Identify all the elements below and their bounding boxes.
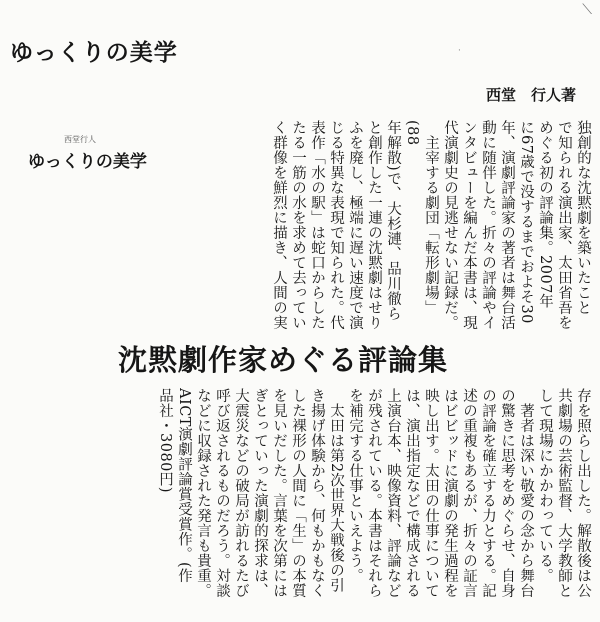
cover-title: ゆっくりの美学 xyxy=(28,152,147,172)
headline: 沈黙劇作家めぐる評論集 xyxy=(118,343,449,377)
dot-mark: · xyxy=(458,46,461,56)
book-cover-image xyxy=(28,134,158,194)
cover-author-text: 西堂行人 xyxy=(64,135,96,144)
body-text-lower: 存を照らし出した。解散後は公 共劇場の芸術監督、大学教師と して現場にかかわっている。 著者は深い敬愛の念から舞台 の驚きに思考をめぐらせ、自身 の評論を確立する力とする。記 述の重複もあるが、折々の証言 はビビッドに演劇の発生過程を 映し出す。太田の仕事について は、演出指定などで構成される 上演台本、映像資料、評論など が残されている。本書はそれら を補完する仕事といえよう。 太田は第2次世界大戦後の引 き揚げ体験から、何もかもなく した裸形の人間に「生」の本質 を見いだした。言葉を次第には ぎとっていった演劇的探求は、 大震災などの破局が訪れるたび 呼び返されるものだろう。対談 などに収録された発言も貴重。 AICT演劇評論賞受賞作。(作 品社・3080円) xyxy=(157,388,591,598)
book-title: ゆっくりの美学 xyxy=(10,40,178,66)
body-text-upper: 独創的な沈黙劇を築いたこと で知られる演出家、太田省吾を めぐる初の評論集。2007年 に67歳で没するまでおよそ30 年、演劇評論家の著者は舞台活 動に随伴した。折々の評論やイ ンタビューを編んだ本書は、現 代演劇史の見逃せない記録だ。 主宰する劇団「転形劇場」(88 年解散)で、大杉漣、品川徹ら と創作した一連の沈黙劇はせり ふを廃し、極端に遅い速度で演 じる特異な表現で知られた。代 表作「水の駅」は蛇口からした たる一筋の水を求めて去ってい く群像を鮮烈に描き、人間の実 xyxy=(271,120,591,330)
fold-mark: ⟍ xyxy=(582,2,592,18)
author-byline: 西堂 行人著 xyxy=(485,86,576,104)
